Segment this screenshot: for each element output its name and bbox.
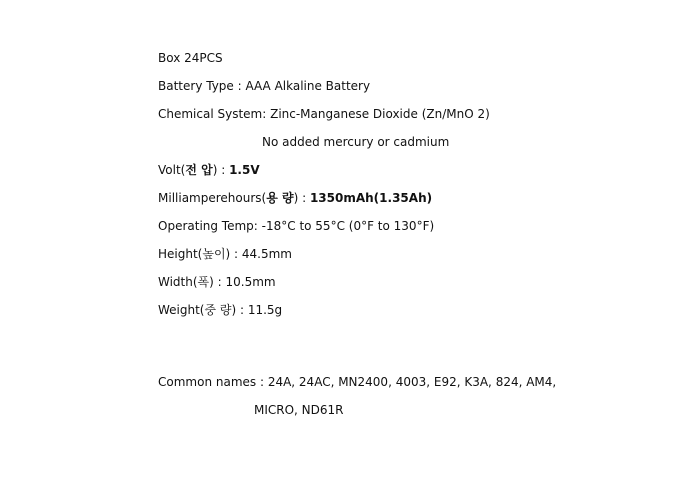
capacity-line	[158, 191, 432, 205]
width-spec: Width(폭) : 10.5mm	[158, 275, 276, 289]
battery-type: Battery Type : AAA Alkaline Battery	[158, 79, 371, 93]
voltage-line	[158, 163, 260, 177]
capacity-label-korean: 용 량	[266, 191, 294, 205]
capacity-label-post: ) :	[293, 191, 310, 205]
capacity-label-pre: Milliamperehours(	[158, 191, 267, 205]
height-spec: Height(높이) : 44.5mm	[158, 247, 292, 261]
common-names: Common names : 24A, 24AC, MN2400, 4003, E92, K3A, 824, AM4,	[158, 375, 557, 389]
voltage-label-post: ) :	[212, 163, 230, 177]
voltage-label-pre: Volt(	[158, 163, 186, 177]
weight-spec: Weight(중 량) : 11.5g	[158, 303, 283, 317]
box-quantity: Box 24PCS	[158, 51, 223, 65]
voltage-label-korean: 전 압	[185, 163, 213, 177]
operating-temp: Operating Temp: -18°C to 55°C (0°F to 130°F)	[158, 219, 435, 233]
chemical-system: Chemical System: Zinc-Manganese Dioxide (Zn/MnO 2)	[158, 107, 490, 121]
chemical-note: No added mercury or cadmium	[262, 135, 450, 149]
voltage-value: 1.5V	[229, 163, 260, 177]
common-names-continued: MICRO, ND61R	[254, 403, 344, 417]
capacity-value: 1350mAh(1.35Ah)	[309, 191, 433, 205]
